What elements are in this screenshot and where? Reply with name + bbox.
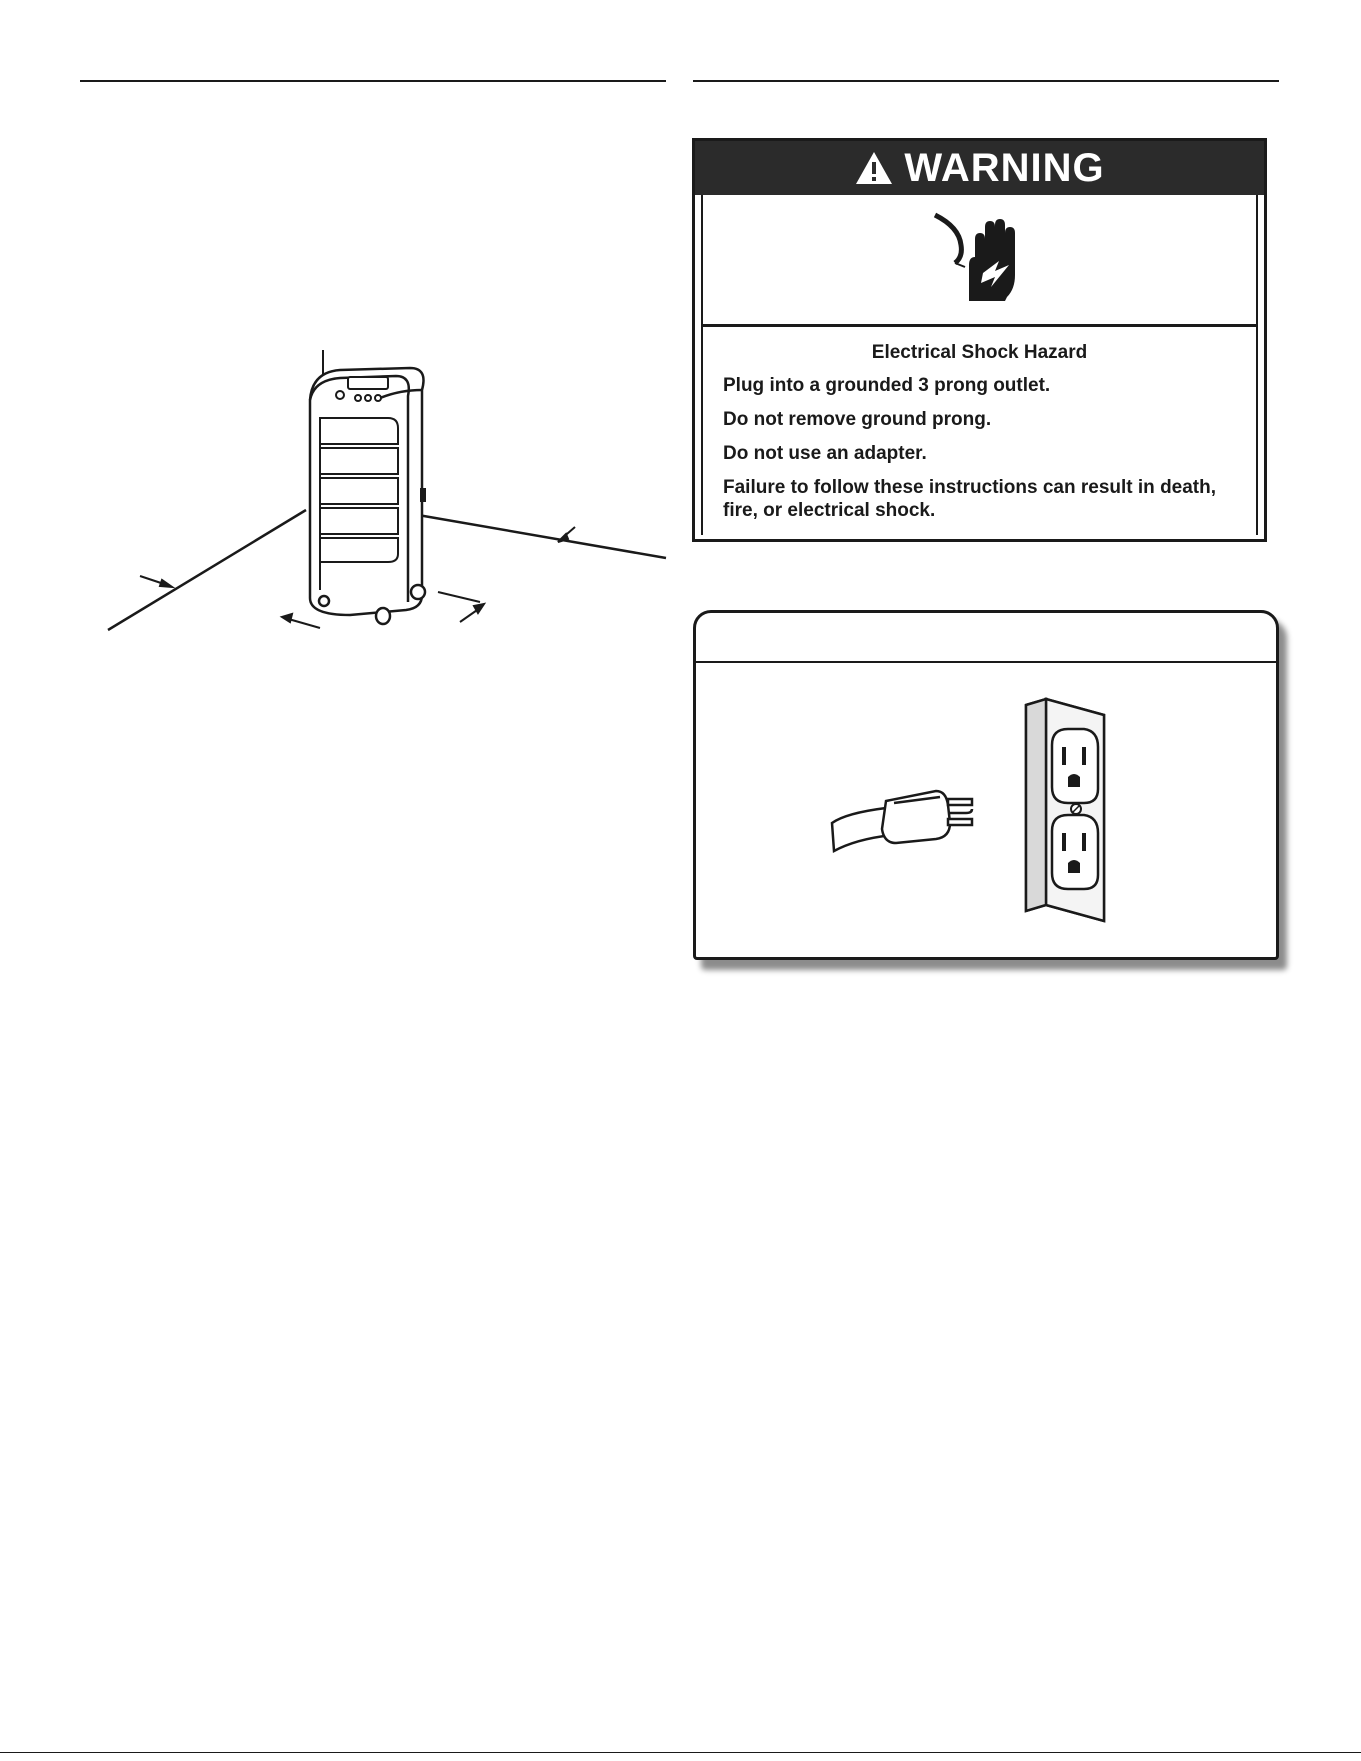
air-cooler-clearance-illustration xyxy=(100,340,680,640)
electrical-shock-hand-icon xyxy=(925,205,1035,315)
left-column-rule xyxy=(80,80,666,82)
warning-box xyxy=(692,138,1267,542)
warning-line: Do not remove ground prong. xyxy=(723,409,992,430)
right-column-rule xyxy=(693,80,1279,82)
footer-rule xyxy=(0,1752,1361,1753)
warning-line: Failure to follow these instructions can result in death, fire, or electrical shock. xyxy=(723,477,1217,521)
warning-body xyxy=(701,327,1258,535)
grounded-plug-outlet-illustration xyxy=(696,663,1276,953)
hazard-title: Electrical Shock Hazard xyxy=(871,342,1088,363)
warning-header xyxy=(695,141,1264,195)
shock-icon-area xyxy=(701,195,1258,327)
warning-line: Do not use an adapter. xyxy=(723,443,927,464)
warning-line: Plug into a grounded 3 prong outlet. xyxy=(723,375,1051,396)
card-header xyxy=(696,613,1276,663)
grounded-outlet-card xyxy=(693,610,1279,960)
warning-triangle-icon xyxy=(854,150,894,186)
warning-header-text: WARNING xyxy=(904,145,1105,190)
